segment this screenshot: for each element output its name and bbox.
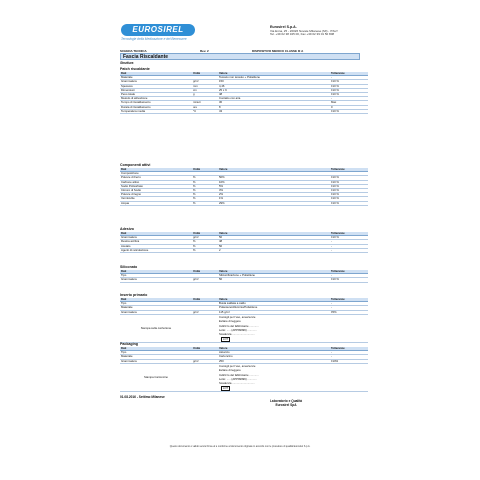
- table-cell: Composizione: [120, 172, 192, 176]
- table-cell: ±10 %: [330, 93, 368, 97]
- table-cell: [192, 363, 218, 391]
- table-cell: -: [330, 240, 368, 244]
- header-dati: Dati: [120, 298, 192, 302]
- device-class: DISPOSITIVO MEDICO CLASSE I0 A: [252, 49, 304, 53]
- table-cell: -: [330, 244, 368, 248]
- header-unita: Unità: [192, 270, 218, 274]
- table-cell: 3%: [218, 189, 330, 193]
- table-cell: Grammatura: [120, 310, 192, 314]
- spec-section: [120, 163, 360, 206]
- table-cell: -: [330, 306, 368, 310]
- revision: Rev. 2: [200, 49, 209, 53]
- table-cell: g/m²: [192, 278, 218, 282]
- table-cell: Peso totale: [120, 93, 192, 97]
- header-tolleranze: Tolleranze: [330, 298, 368, 302]
- table-cell: Carbone attivo: [120, 180, 192, 184]
- table-cell: g/m²: [192, 236, 218, 240]
- document-page: [116, 22, 364, 462]
- table-cell: Grammatura: [120, 359, 192, 363]
- header-tolleranze: Tolleranze: [330, 232, 368, 236]
- table-cell: 29%: [218, 201, 330, 205]
- spec-table: [120, 232, 368, 253]
- table-cell: Materiale: [120, 306, 192, 310]
- spec-table: [120, 270, 368, 283]
- table-row: [120, 278, 368, 282]
- table-cell: %: [192, 184, 218, 188]
- table-cell: Materiale: [120, 355, 192, 359]
- table-cell: ±10 %: [330, 189, 368, 193]
- table-cell: ±10 %: [330, 80, 368, 84]
- header-unita: Unità: [192, 168, 218, 172]
- header-unita: Unità: [192, 347, 218, 351]
- table-cell: Tipo: [120, 274, 192, 278]
- company-name: Eurosirel S.p.A.: [270, 25, 297, 29]
- table-cell: [330, 363, 368, 391]
- product-title: Fascia Riscaldante: [120, 53, 360, 60]
- table-cell: Grammatura: [120, 236, 192, 240]
- table-cell: °C: [192, 109, 218, 113]
- section-title: Inserto primario: [120, 293, 148, 297]
- header-tolleranze: Tolleranze: [330, 347, 368, 351]
- table-cell: ±10 %: [330, 180, 368, 184]
- table-cell: 10%: [218, 180, 330, 184]
- table-cell: %: [192, 244, 218, 248]
- table-cell: Tempo di riscaldamento: [120, 101, 192, 105]
- table-cell: -: [330, 351, 368, 355]
- table-cell: %: [192, 176, 218, 180]
- section-title: Patch riscaldante: [120, 67, 150, 71]
- table-cell: 50%: [218, 176, 330, 180]
- table-cell: Tipo: [120, 302, 192, 306]
- header-dati: Dati: [120, 270, 192, 274]
- print-line: Lotto: ..... (APP99999) ............: [219, 328, 257, 333]
- table-cell: Dimensioni: [120, 88, 192, 92]
- table-cell: 250: [218, 359, 330, 363]
- table-row: [120, 201, 368, 205]
- table-cell: ±10 %: [330, 109, 368, 113]
- header-unita: Unità: [192, 298, 218, 302]
- header-valore: Valore: [218, 298, 330, 302]
- table-cell: Resina acrilica: [120, 240, 192, 244]
- table-cell: ore: [192, 105, 218, 109]
- table-cell: -: [330, 274, 368, 278]
- footer-date: 01.08.2016 - Settimo Milanese: [120, 395, 165, 399]
- table-cell: Materiale: [120, 76, 192, 80]
- header-tolleranze: Tolleranze: [330, 72, 368, 76]
- table-cell: 25 x 9: [218, 88, 330, 92]
- spec-section: [120, 293, 360, 343]
- spec-table: [120, 298, 368, 343]
- spec-table: [120, 72, 368, 114]
- table-cell: ±10 %: [330, 176, 368, 180]
- lot-symbol: LOT: [223, 337, 229, 341]
- table-cell: -: [330, 302, 368, 306]
- table-cell: -: [330, 355, 368, 359]
- table-row: [120, 109, 368, 113]
- spec-section: [120, 67, 360, 114]
- table-cell: 8: [218, 105, 330, 109]
- table-cell: -: [330, 97, 368, 101]
- print-line: Consigli per l'uso, avvertenze: [219, 314, 256, 319]
- table-cell: Busta saldata a caldo: [218, 302, 330, 306]
- print-line: Indirizzo del fabbricante ............: [219, 323, 259, 328]
- doc-type: SCHEDA TECNICA: [120, 49, 147, 53]
- table-cell: 48: [218, 240, 330, 244]
- table-cell: 43: [218, 109, 330, 113]
- lot-symbol: LOT: [223, 386, 229, 390]
- lab-line2: Eurosirel SpA: [275, 403, 297, 407]
- table-cell: 50: [218, 236, 330, 240]
- table-cell: %: [192, 240, 218, 244]
- table-row: [120, 248, 368, 252]
- table-cell: g/m²: [192, 310, 218, 314]
- table-cell: Contatto con aria: [218, 97, 330, 101]
- table-cell: %: [192, 189, 218, 193]
- table-cell: minuti: [192, 101, 218, 105]
- spec-section: [120, 227, 360, 253]
- header-valore: Valore: [218, 232, 330, 236]
- table-cell: %: [192, 248, 218, 252]
- table-cell: %: [192, 180, 218, 184]
- section-title: Adesivo: [120, 227, 134, 231]
- table-cell: Polvere di Ferro: [120, 176, 192, 180]
- header-valore: Valore: [218, 72, 330, 76]
- print-details: [218, 363, 330, 391]
- header-valore: Valore: [218, 168, 330, 172]
- table-cell: Vermiculite: [120, 197, 192, 201]
- table-cell: Metodo di attivazione: [120, 97, 192, 101]
- table-cell: Durata di riscaldamento: [120, 105, 192, 109]
- header-valore: Valore: [218, 347, 330, 351]
- table-cell: %: [192, 193, 218, 197]
- table-cell: 0: [330, 105, 368, 109]
- company-contacts: Tel. +39 02 38 345 00, Fax +39 02 39 01 50 808: [270, 32, 335, 37]
- table-cell: 50: [218, 278, 330, 282]
- spec-table: [120, 347, 368, 392]
- print-line: Evitare di leggere: [219, 368, 241, 373]
- table-cell: ±10 %: [330, 201, 368, 205]
- print-line: Lotto: ..... (APP99999) ............: [219, 377, 257, 382]
- header-dati: Dati: [120, 347, 192, 351]
- spec-section: [120, 342, 360, 392]
- table-cell: Sodio Polisorbato: [120, 184, 192, 188]
- table-cell: Siliconificazione + Polietilene: [218, 274, 330, 278]
- table-cell: ±10 %: [330, 88, 368, 92]
- table-cell: -: [330, 76, 368, 80]
- table-cell: %: [192, 201, 218, 205]
- table-cell: Acqua: [120, 201, 192, 205]
- header-dati: Dati: [120, 232, 192, 236]
- table-cell: ±10 %: [330, 278, 368, 282]
- spec-section: [120, 265, 360, 283]
- table-cell: 5%: [218, 184, 330, 188]
- company-info: [270, 26, 364, 37]
- section-title: Packaging: [120, 342, 138, 346]
- print-line: Scadenza .............................: [219, 381, 255, 386]
- table-cell: ±10 %: [330, 193, 368, 197]
- table-cell: %: [192, 197, 218, 201]
- table-cell: mm: [192, 84, 218, 88]
- print-label: Stampa Cartoncino: [120, 363, 192, 391]
- lab-line1: Laboratorio e Qualità: [269, 399, 303, 403]
- header-tolleranze: Tolleranze: [330, 270, 368, 274]
- table-cell: ±10 %: [330, 84, 368, 88]
- table-cell: g/m²: [192, 359, 218, 363]
- table-cell: Cloruro di Sodio: [120, 189, 192, 193]
- eurosirel-logo: EUROSIREL: [121, 24, 195, 36]
- header-tolleranze: Tolleranze: [330, 168, 368, 172]
- table-cell: Max: [330, 101, 368, 105]
- disclaimer: Questo documento è valido senza firma ed è conforme al documento originale in accordo con le procedure di qualità Eurosirel S.p.A.: [169, 445, 311, 448]
- table-cell: g: [192, 93, 218, 97]
- table-cell: [330, 314, 368, 342]
- table-cell: 2: [218, 248, 330, 252]
- table-cell: ±10%: [330, 359, 368, 363]
- table-cell: g/m²: [192, 80, 218, 84]
- table-cell: Poliestere/Alluminio/Polietilene: [218, 306, 330, 310]
- table-cell: ±10 %: [330, 236, 368, 240]
- section-title: Siliconato: [120, 265, 138, 269]
- table-cell: -: [330, 248, 368, 252]
- table-cell: Agenti di reticolazione: [120, 248, 192, 252]
- table-cell: 30: [218, 101, 330, 105]
- header-unita: Unità: [192, 72, 218, 76]
- header-unita: Unità: [192, 232, 218, 236]
- table-cell: 115 g/m²: [218, 310, 330, 314]
- structure-subtitle: Struttura: [120, 61, 134, 65]
- table-cell: Acetato: [120, 244, 192, 248]
- print-line: Consigli per l'uso, avvertenze: [219, 363, 256, 368]
- table-cell: Tipo: [120, 351, 192, 355]
- header-dati: Dati: [120, 72, 192, 76]
- table-cell: 1%: [218, 197, 330, 201]
- print-line: Evitare di leggere: [219, 319, 241, 324]
- table-cell: 4,46: [218, 84, 330, 88]
- tagline: Tecnologie della Medicazione e del Benessere: [121, 37, 187, 41]
- table-cell: cm: [192, 88, 218, 92]
- print-line: Indirizzo del fabbricante ............: [219, 372, 259, 377]
- table-cell: Cartoncino: [218, 355, 330, 359]
- footer-lab: [246, 399, 326, 407]
- table-cell: [192, 314, 218, 342]
- table-cell: 48: [218, 93, 330, 97]
- section-title: Componenti attivi: [120, 163, 151, 167]
- print-info-row: [120, 363, 368, 391]
- header-dati: Dati: [120, 168, 192, 172]
- spec-table: [120, 168, 368, 206]
- company-address: Via Enna, 25 - 20026 Novate Milanese (MI) - ITALY: [270, 28, 339, 33]
- table-cell: ±10 %: [330, 197, 368, 201]
- table-cell: 150: [218, 80, 330, 84]
- table-cell: ±10 %: [330, 184, 368, 188]
- table-cell: Spessore: [120, 84, 192, 88]
- table-cell: ±5%: [330, 310, 368, 314]
- table-cell: 2%: [218, 193, 330, 197]
- print-line: Scadenza .............................: [219, 332, 255, 337]
- table-cell: Polvere di legno: [120, 193, 192, 197]
- table-cell: 50: [218, 244, 330, 248]
- table-cell: Temperatura media: [120, 109, 192, 113]
- table-cell: Grammatura: [120, 80, 192, 84]
- table-cell: Tessuto non tessuto + Polietilene: [218, 76, 330, 80]
- table-cell: Astuccio: [218, 351, 330, 355]
- print-info-row: [120, 314, 368, 342]
- print-label: Stampa sulla confezione: [120, 314, 192, 342]
- print-details: [218, 314, 330, 342]
- header-valore: Valore: [218, 270, 330, 274]
- table-cell: Grammatura: [120, 278, 192, 282]
